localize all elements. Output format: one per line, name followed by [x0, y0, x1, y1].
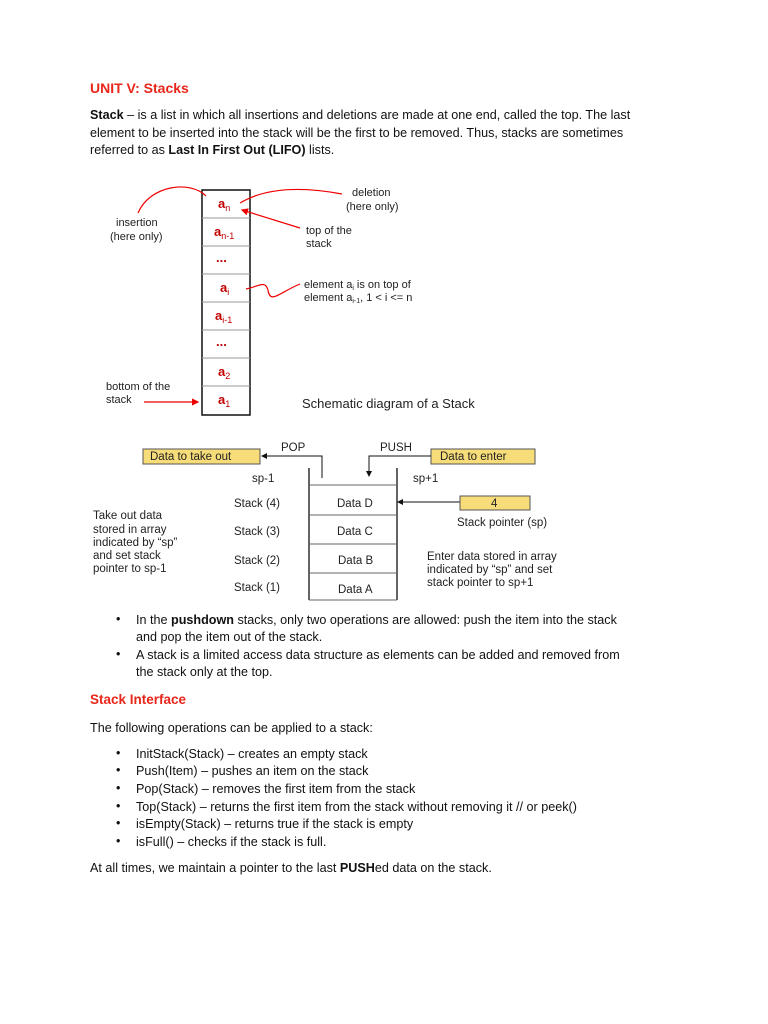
- pop-note: pointer to sp-1: [93, 563, 167, 575]
- term-lifo-abbr: (LIFO): [268, 143, 306, 157]
- bullet-item: A stack is a limited access data structure as elements can be added and removed from: [136, 648, 620, 662]
- top-label: stack: [306, 238, 332, 250]
- stack-pointer-value: 4: [491, 498, 498, 510]
- take-out-box: Data to take out: [150, 451, 232, 463]
- deletion-label: (here only): [346, 201, 399, 213]
- stack-pointer-label: Stack pointer (sp): [457, 517, 548, 529]
- cell-an-1: $a_{n-1}$: [214, 224, 235, 241]
- bullet-item: In the pushdown stacks, only two operations are allowed: push the item into the stack: [136, 613, 617, 627]
- intro-text: referred to as: [90, 143, 169, 157]
- stack-row-label: Stack (1): [234, 582, 281, 594]
- insertion-label: (here only): [110, 231, 163, 243]
- push-label: PUSH: [380, 442, 412, 454]
- bullet-dot: •: [116, 834, 121, 848]
- pop-note: stored in array: [93, 524, 167, 536]
- bottom-label: bottom of the: [106, 381, 171, 393]
- element-label: element ai is on top of: [304, 279, 411, 292]
- bullet-item-cont: and pop the item out of the stack.: [136, 630, 323, 644]
- term-stack: Stack: [90, 108, 124, 122]
- bullet-dot: •: [116, 612, 121, 626]
- push-note: stack pointer to sp+1: [427, 577, 534, 589]
- operation-item: isEmpty(Stack) – returns true if the stack is empty: [136, 817, 414, 831]
- cell-a2: $a_2$: [218, 364, 231, 381]
- stack-row-label: Stack (4): [234, 498, 281, 510]
- pop-note: Take out data: [93, 510, 163, 522]
- cell-ellipsis: ...: [216, 250, 227, 265]
- intro-line-2: element to be inserted into the stack will be the first to be removed. Thus, stacks are sometimes: [90, 126, 624, 140]
- bullet-item-cont: the stack only at the top.: [136, 665, 273, 679]
- stack-row-data: Data D: [337, 498, 373, 510]
- bullet-dot: •: [116, 763, 121, 777]
- intro-text: – is a list in which all insertions and deletions are made at one end, called the top. The last: [123, 108, 631, 122]
- element-label: element ai-1, 1 < i <= n: [304, 292, 413, 305]
- closing-sentence: At all times, we maintain a pointer to the last PUSHed data on the stack.: [90, 861, 492, 875]
- cell-an: $a_n$: [218, 196, 231, 213]
- bullet-dot: •: [116, 816, 121, 830]
- term-lifo: Last In First Out: [168, 143, 265, 157]
- enter-box: Data to enter: [440, 451, 507, 463]
- top-label: top of the: [306, 225, 352, 237]
- deletion-label: deletion: [352, 187, 391, 199]
- stack-row-data: Data B: [338, 555, 374, 567]
- sp-minus-label: sp-1: [252, 473, 275, 485]
- insertion-label: insertion: [116, 217, 158, 229]
- array-stack: [93, 442, 557, 600]
- operation-item: Pop(Stack) – removes the first item from the stack: [136, 782, 416, 796]
- schematic-stack: [106, 187, 475, 415]
- diagram-caption: Schematic diagram of a Stack: [302, 396, 475, 411]
- cell-ai-1: $a_{i-1}$: [215, 308, 233, 325]
- push-note: Enter data stored in array: [427, 551, 557, 563]
- pop-note: and set stack: [93, 550, 161, 562]
- cell-ellipsis: ...: [216, 334, 227, 349]
- bottom-label: stack: [106, 394, 132, 406]
- operation-item: Push(Item) – pushes an item on the stack: [136, 764, 369, 778]
- operation-item: InitStack(Stack) – creates an empty stack: [136, 747, 368, 761]
- section-heading-stack-interface: Stack Interface: [90, 692, 187, 707]
- operation-item: isFull() – checks if the stack is full.: [136, 835, 327, 849]
- bullet-dot: •: [116, 781, 121, 795]
- intro-text: lists.: [305, 143, 335, 157]
- pop-note: indicated by “sp”: [93, 537, 178, 549]
- operation-item: Top(Stack) – returns the first item from the stack without removing it // or peek(): [136, 800, 577, 814]
- push-note: indicated by “sp” and set: [427, 564, 553, 576]
- pop-label: POP: [281, 442, 306, 454]
- bullet-dot: •: [116, 799, 121, 813]
- sp-plus-label: sp+1: [413, 473, 439, 485]
- stack-row-label: Stack (3): [234, 526, 281, 538]
- cell-a1: $a_1$: [218, 392, 231, 409]
- bullet-dot: •: [116, 647, 121, 661]
- bullet-dot: •: [116, 746, 121, 760]
- stack-row-label: Stack (2): [234, 555, 281, 567]
- interface-intro: The following operations can be applied to a stack:: [90, 721, 373, 735]
- stack-row-data: Data C: [337, 526, 373, 538]
- cell-ai: $a_i$: [220, 280, 230, 297]
- stack-row-data: Data A: [338, 584, 373, 596]
- page-title: UNIT V: Stacks: [90, 80, 189, 96]
